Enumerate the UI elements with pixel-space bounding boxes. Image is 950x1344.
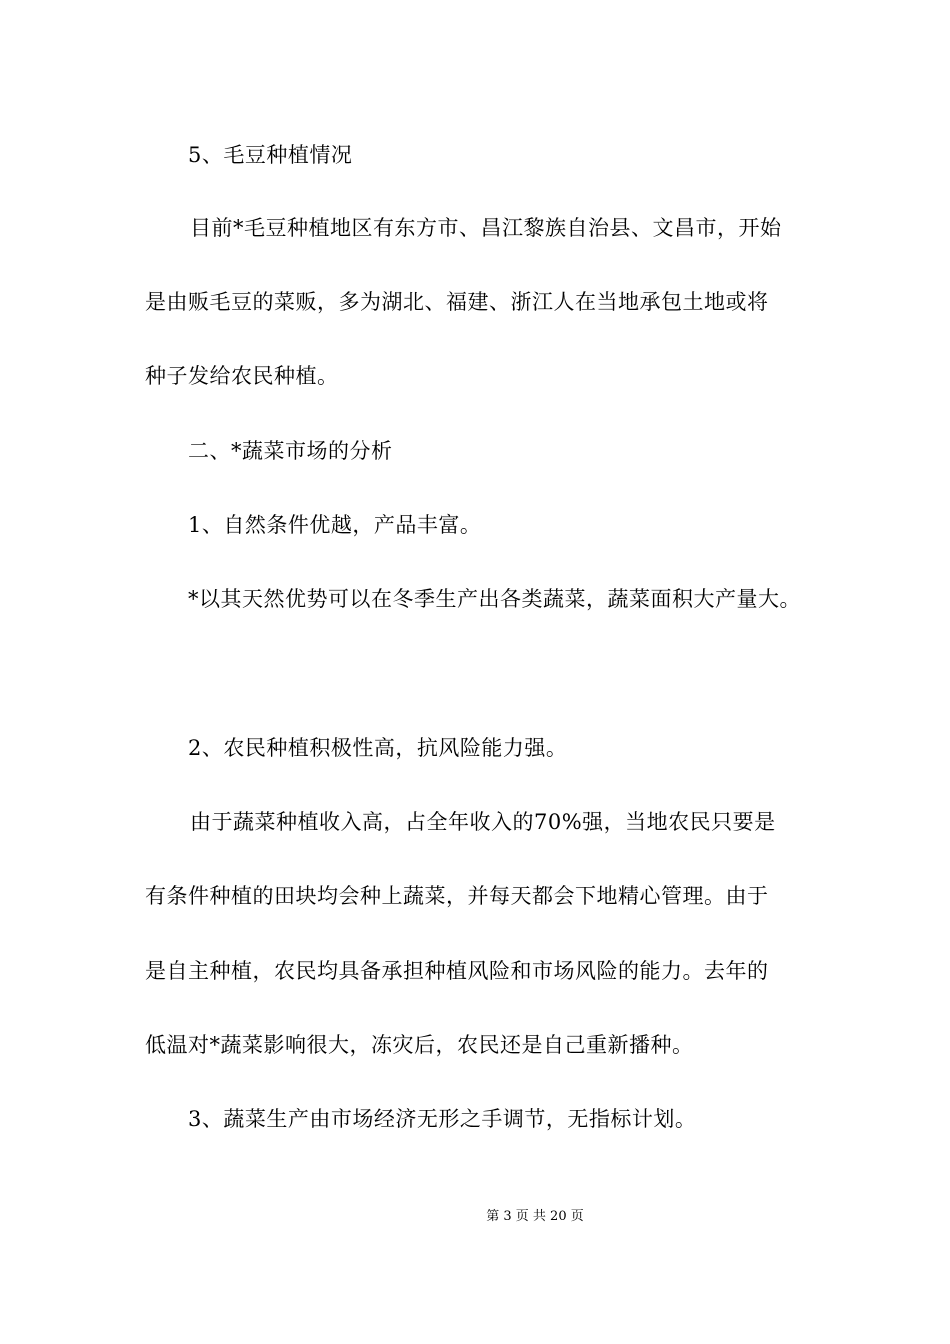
paragraph-line: 种子发给农民种植。 bbox=[145, 364, 339, 388]
subheading-farmer-enthusiasm: 2、农民种植积极性高，抗风险能力强。 bbox=[188, 736, 568, 760]
paragraph-line: *以其天然优势可以在冬季生产出各类蔬菜，蔬菜面积大产量大。 bbox=[188, 587, 801, 611]
heading-soybean-planting: 5、毛豆种植情况 bbox=[188, 143, 353, 167]
paragraph-line: 目前*毛豆种植地区有东方市、昌江黎族自治县、文昌市，开始 bbox=[190, 216, 782, 240]
page-number-footer: 第 3 页 共 20 页 bbox=[486, 1209, 584, 1224]
section-heading-market-analysis: 二、*蔬菜市场的分析 bbox=[188, 439, 393, 463]
paragraph-line: 由于蔬菜种植收入高，占全年收入的70%强，当地农民只要是 bbox=[190, 810, 776, 834]
paragraph-line: 是由贩毛豆的菜贩，多为湖北、福建、浙江人在当地承包土地或将 bbox=[145, 290, 769, 314]
paragraph-line: 有条件种植的田块均会种上蔬菜，并每天都会下地精心管理。由于 bbox=[145, 884, 769, 908]
paragraph-line: 是自主种植，农民均具备承担种植风险和市场风险的能力。去年的 bbox=[145, 959, 769, 983]
subheading-market-regulation: 3、蔬菜生产由市场经济无形之手调节，无指标计划。 bbox=[188, 1107, 697, 1131]
paragraph-line: 低温对*蔬菜影响很大，冻灾后，农民还是自己重新播种。 bbox=[145, 1033, 694, 1057]
subheading-natural-conditions: 1、自然条件优越，产品丰富。 bbox=[188, 513, 482, 537]
